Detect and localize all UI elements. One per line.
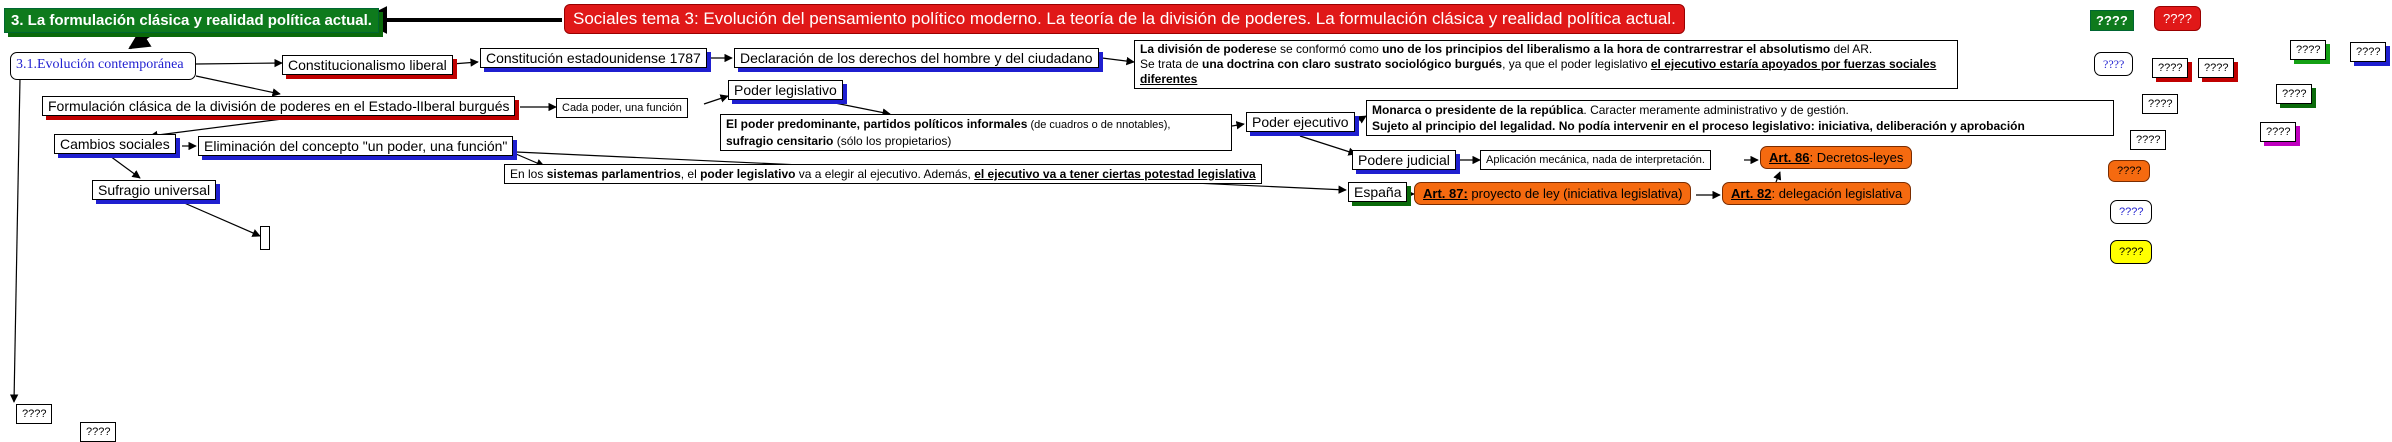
art87-a: Art. 87:: [1423, 186, 1468, 201]
node-constitucion-1787: Constitución estadounidense 1787: [480, 48, 707, 68]
empty-node: [260, 226, 270, 250]
sistemas-e: va a elegir al ejecutivo. Además,: [795, 167, 975, 181]
placeholder-node: ????: [16, 404, 52, 424]
legend-rounded-blue: ????: [2094, 52, 2133, 76]
legend-darkgreen-box: ????: [2276, 84, 2312, 104]
division-d: del AR.: [1830, 42, 1873, 56]
node-evolucion-contemporanea: 3.1.Evolución contemporánea: [10, 52, 196, 80]
sistemas-f: el ejecutivo va a tener ciertas potestad legislativa: [974, 167, 1256, 181]
art86-b: : Decretos-leyes: [1809, 150, 1904, 165]
sistemas-d: poder legislativo: [700, 167, 796, 181]
legend-blue-box: ????: [2350, 42, 2386, 62]
legend-plain-box: ????: [2142, 94, 2178, 114]
art87-b: proyecto de ley (iniciativa legislativa): [1467, 186, 1683, 201]
node-division-poderes: [1134, 40, 1958, 89]
node-sufragio-universal: Sufragio universal: [92, 180, 216, 200]
legend-plain-box: ????: [2130, 130, 2166, 150]
sistemas-b: sistemas parlamentrios: [546, 167, 681, 181]
legend-yellow-box: ????: [2110, 240, 2152, 264]
legend-red-box: ????: [2152, 58, 2188, 78]
division-f: una doctrina con claro sustrato sociológico burgués: [1202, 57, 1503, 71]
node-formulacion-clasica: Formulación clásica de la división de poderes en el Estado-lIberal burgués: [42, 96, 515, 116]
node-poder-ejecutivo: Poder ejecutivo: [1246, 112, 1355, 132]
legend-orange-box: ????: [2108, 160, 2150, 182]
predominante-c: sufragio censitario: [726, 134, 834, 148]
node-art-86: [1760, 146, 1912, 169]
node-sistemas-parlamentarios: [504, 164, 1262, 184]
division-a: La división de poderes: [1140, 42, 1271, 56]
division-c: uno de los principios del liberalismo a la hora de contrarrestrar el absolutismo: [1382, 42, 1831, 56]
monarca-c: n.: [1838, 103, 1849, 117]
node-aplicacion-mecanica: Aplicación mecánica, nada de interpretación.: [1480, 150, 1711, 170]
node-eliminacion-concepto: Eliminación del concepto "un poder, una función": [198, 136, 513, 156]
monarca-b: . Caracter meramente administrativo y de gestió: [1583, 103, 1839, 117]
legend-rounded-box: ????: [2110, 200, 2152, 224]
division-b: e se conformó como: [1270, 42, 1383, 56]
sistemas-a: En los: [510, 167, 547, 181]
node-constitucionalismo: Constitucionalismo liberal: [282, 55, 453, 75]
art86-a: Art. 86: [1769, 150, 1810, 165]
art82-a: Art. 82: [1731, 186, 1772, 201]
main-title: Sociales tema 3: Evolución del pensamiento político moderno. La teoría de la división de poderes. La formulación clásica y realidad política actual.: [564, 4, 1685, 34]
predominante-d: (sólo los propietarios): [833, 134, 952, 148]
legend-red-box: ????: [2198, 58, 2234, 78]
node-art-82: [1722, 182, 1911, 205]
predominante-b: (de cuadros o de nnotables),: [1027, 119, 1171, 131]
legend-red-title: ????: [2154, 6, 2201, 31]
node-poder-predominante: [720, 114, 1232, 151]
division-e: Se trata de: [1140, 57, 1203, 71]
legend-green-title: ????: [2090, 10, 2134, 31]
node-poder-legislativo: Poder legislativo: [728, 80, 843, 100]
division-g: , ya que el poder legislativo: [1502, 57, 1651, 71]
monarca-d: Sujeto al principio del legalidad. No podía intervenir en el proceso legislativo: iniciativa, deliberación y aprobación: [1372, 119, 2025, 133]
legend-purple-box: ????: [2260, 122, 2296, 142]
placeholder-node: ????: [80, 422, 116, 442]
sistemas-c: , el: [680, 167, 701, 181]
legend-green-box: ????: [2290, 40, 2326, 60]
node-cambios-sociales: Cambios sociales: [54, 134, 176, 154]
node-monarca: [1366, 100, 2114, 136]
node-espana: España: [1348, 182, 1407, 202]
predominante-a: El poder predominante, partidos políticos informales: [726, 117, 1028, 131]
node-art-87: [1414, 182, 1691, 205]
art82-b: : delegación legislativa: [1771, 186, 1903, 201]
division-h: el ejecutivo estaría apoyados por fuerzas sociales diferentes: [1140, 57, 1937, 86]
node-declaracion-derechos: Declaración de los derechos del hombre y del ciudadano: [734, 48, 1099, 68]
section-title: 3. La formulación clásica y realidad política actual.: [4, 8, 379, 33]
node-cada-poder: Cada poder, una función: [556, 98, 688, 118]
monarca-a: Monarca o presidente de la república: [1372, 103, 1584, 117]
node-poder-judicial: Podere judicial: [1352, 150, 1456, 170]
